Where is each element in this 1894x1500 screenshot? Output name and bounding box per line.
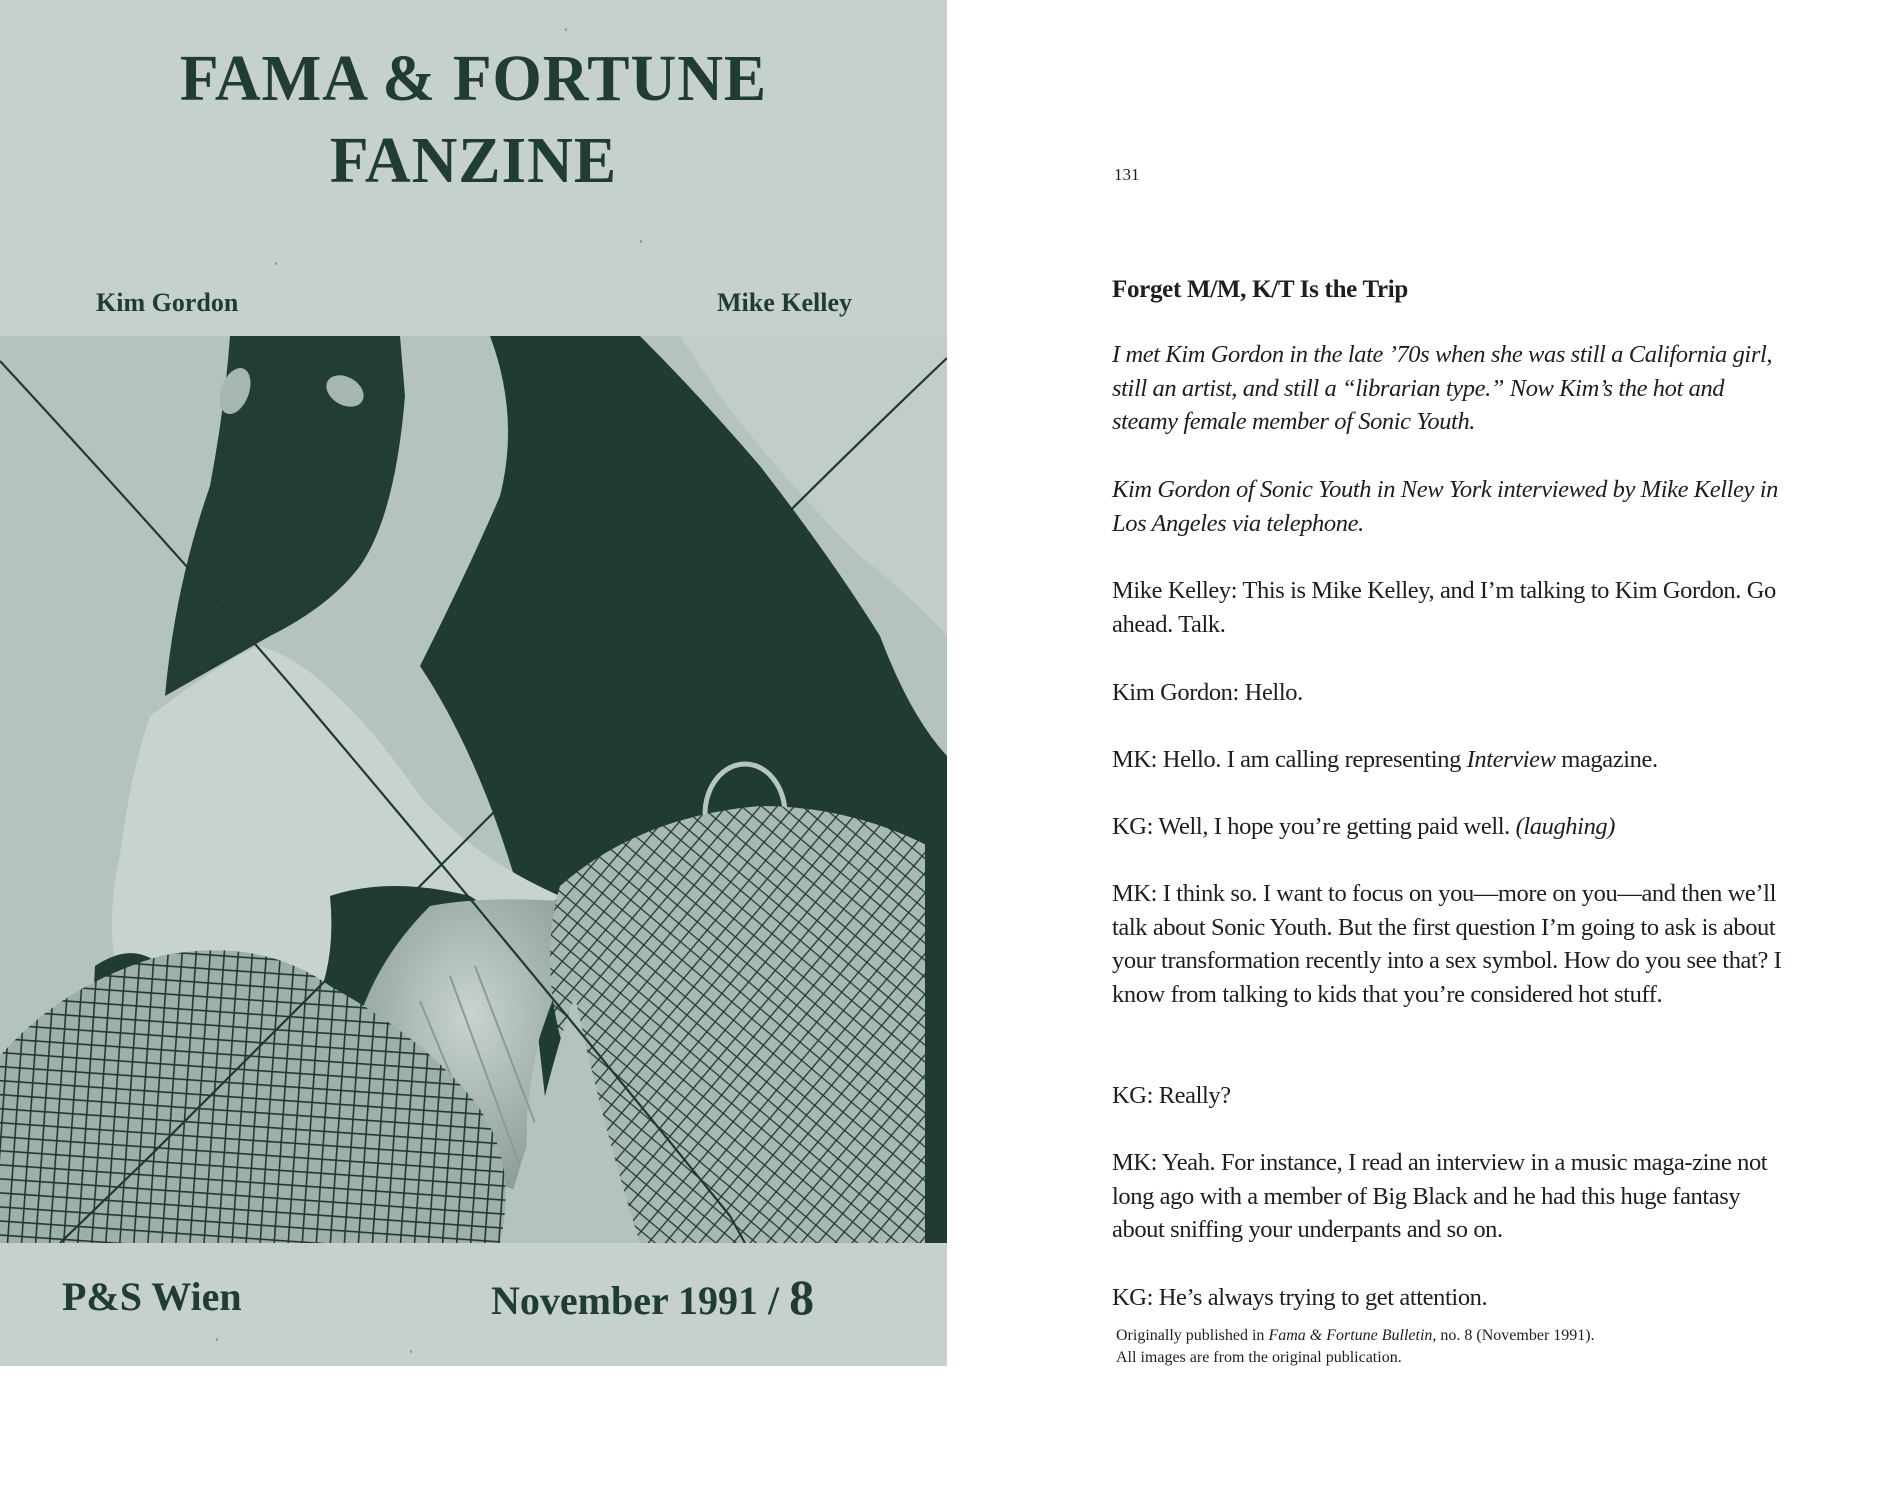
cover-author-left: Kim Gordon: [96, 288, 239, 317]
page-number: 131: [1114, 165, 1140, 184]
cover-issue-date: November 1991 /: [491, 1278, 790, 1323]
dialogue-italic: Interview: [1466, 746, 1556, 773]
dialogue-paragraph-2: Kim Gordon: Hello.: [1112, 679, 1303, 706]
fanzine-cover: [0, 0, 947, 1366]
dialogue-paragraph-6: KG: Really?: [1112, 1082, 1231, 1109]
cover-issue-number: 8: [789, 1269, 815, 1325]
dialogue-text: magazine.: [1555, 746, 1658, 773]
paper-speck: [216, 1338, 218, 1341]
cover-title-line-2: FANZINE: [329, 124, 618, 197]
dialogue-paragraph-4: [1112, 810, 1792, 844]
intro-paragraph-1: I met Kim Gordon in the late ’70s when she was still a California girl, still an artist, and still a “librarian type.” Now Kim’s the hot and steamy female member of Sonic Youth.: [1112, 341, 1773, 435]
footnote: [1116, 1325, 1796, 1369]
dialogue-italic: (laughing): [1515, 813, 1616, 840]
article-heading: Forget M/M, K/T Is the Trip: [1112, 276, 1409, 303]
cover-author-right: Mike Kelley: [717, 288, 853, 317]
footnote-line-2: All images are from the original publication.: [1116, 1349, 1402, 1366]
footnote-text: , no. 8 (November 1991).: [1432, 1327, 1595, 1344]
dialogue-paragraph-7: MK: Yeah. For instance, I read an interview in a music maga-zine not long ago with a member of Big Black and he had this huge fantasy about sniffing your underpants and so on.: [1112, 1149, 1768, 1243]
paper-speck: [410, 1350, 412, 1353]
cover-publisher: P&S Wien: [62, 1274, 242, 1319]
dialogue-paragraph-8: KG: He’s always trying to get attention.: [1112, 1284, 1488, 1311]
dialogue-paragraph-1: Mike Kelley: This is Mike Kelley, and I’m talking to Kim Gordon. Go ahead. Talk.: [1112, 577, 1776, 638]
cover-issue: [491, 1269, 815, 1326]
article-page: [1112, 0, 1812, 1500]
footnote-italic: Fama & Fortune Bulletin: [1268, 1327, 1433, 1344]
cover-photo: [0, 336, 947, 1243]
cover-photo-illustration: [0, 336, 947, 1243]
footnote-line-1: [1116, 1325, 1796, 1347]
cover-title-line-1: FAMA & FORTUNE: [179, 42, 768, 115]
dialogue-text: KG: Well, I hope you’re getting paid well.: [1112, 813, 1516, 840]
footnote-text: Originally published in: [1116, 1327, 1269, 1344]
paper-speck: [565, 28, 567, 31]
paper-speck: [640, 240, 642, 243]
dialogue-paragraph-3: [1112, 743, 1792, 777]
paper-speck: [275, 262, 277, 265]
dialogue-text: MK: Hello. I am calling representing: [1112, 746, 1467, 773]
intro-paragraph-2: Kim Gordon of Sonic Youth in New York interviewed by Mike Kelley in Los Angeles via telephone.: [1112, 476, 1778, 537]
dialogue-paragraph-5: MK: I think so. I want to focus on you—more on you—and then we’ll talk about Sonic Youth. But the first question I’m going to ask is about your transformation recently into a sex symbol. How do you see that? I know from talking to kids that you’re considered hot stuff.: [1112, 880, 1782, 1008]
